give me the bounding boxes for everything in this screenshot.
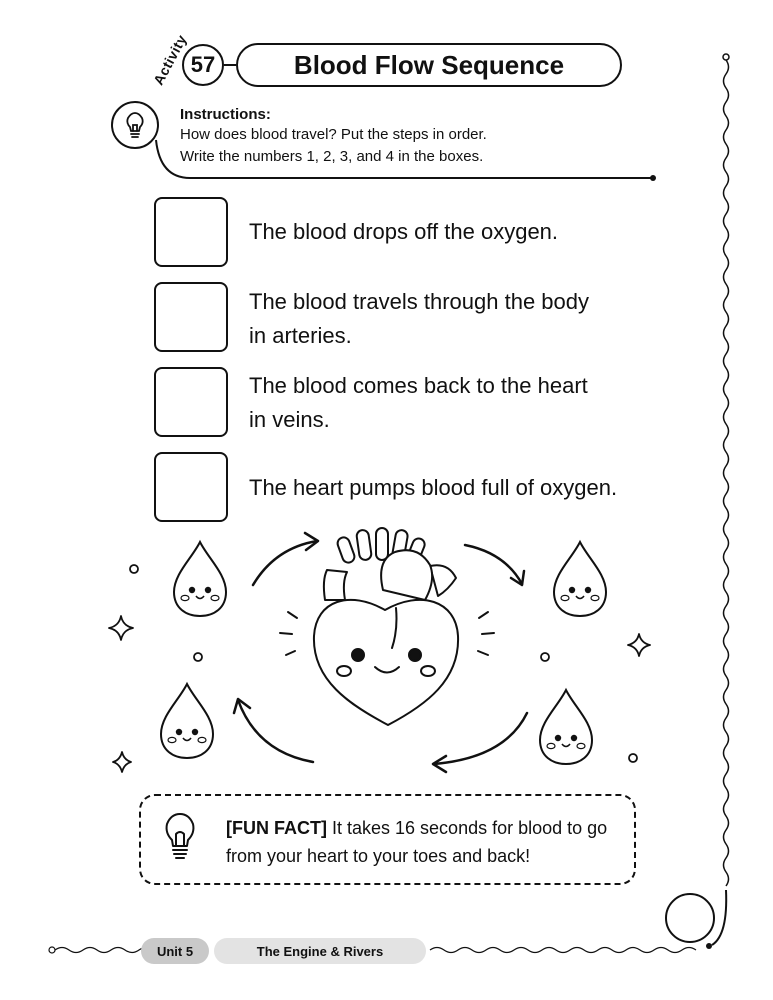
step-4-text: [249, 471, 617, 505]
step-text-line: The blood drops off the oxygen.: [249, 219, 559, 244]
answer-box-4[interactable]: [154, 452, 228, 522]
right-wavy-border: [724, 60, 729, 886]
blood-drop-icon: [161, 684, 213, 758]
activity-number-badge: 57: [182, 44, 224, 86]
page-title: Blood Flow Sequence: [236, 43, 622, 87]
fun-fact-line-1: [226, 818, 607, 839]
answer-box-1[interactable]: [154, 197, 228, 267]
heart-illustration: [314, 528, 458, 725]
instructions-line-1: How does blood travel? Put the steps in order.: [180, 126, 487, 143]
instructions-heading: Instructions:: [180, 106, 271, 123]
blood-drop-icon: [174, 542, 226, 616]
blood-drop-icon: [554, 542, 606, 616]
answer-box-3[interactable]: [154, 367, 228, 437]
fun-fact-text: It takes 16 seconds for blood to go: [332, 818, 608, 838]
sparkle-icon: [628, 634, 650, 656]
sparkle-icon: [113, 752, 131, 772]
corner-circle: [666, 894, 714, 942]
arrow-icon: [238, 700, 313, 762]
step-1-text: [249, 215, 558, 249]
fun-fact-line-2: from your heart to your toes and back!: [226, 846, 531, 866]
step-text-line: in arteries.: [249, 323, 352, 348]
answer-box-2[interactable]: [154, 282, 228, 352]
blood-drop-icon: [540, 690, 592, 764]
fun-fact-box: [139, 794, 636, 885]
activity-label: Activity: [150, 31, 190, 88]
instructions-line-2: Write the numbers 1, 2, 3, and 4 in the boxes.: [180, 148, 484, 165]
lightbulb-icon: [111, 101, 159, 149]
arrow-icon: [434, 713, 527, 764]
lightbulb-icon: [163, 812, 197, 864]
step-text-line: in veins.: [249, 407, 330, 432]
step-3-text: [249, 369, 588, 437]
sparkle-icon: [109, 616, 133, 640]
section-label: The Engine & Rivers: [214, 938, 426, 964]
unit-label: Unit 5: [141, 938, 209, 964]
step-text-line: The heart pumps blood full of oxygen.: [249, 475, 618, 500]
step-text-line: The blood comes back to the heart: [249, 373, 588, 398]
step-2-text: [249, 285, 589, 353]
fun-fact-label: [FUN FACT]: [226, 818, 327, 838]
step-text-line: The blood travels through the body: [249, 289, 590, 314]
